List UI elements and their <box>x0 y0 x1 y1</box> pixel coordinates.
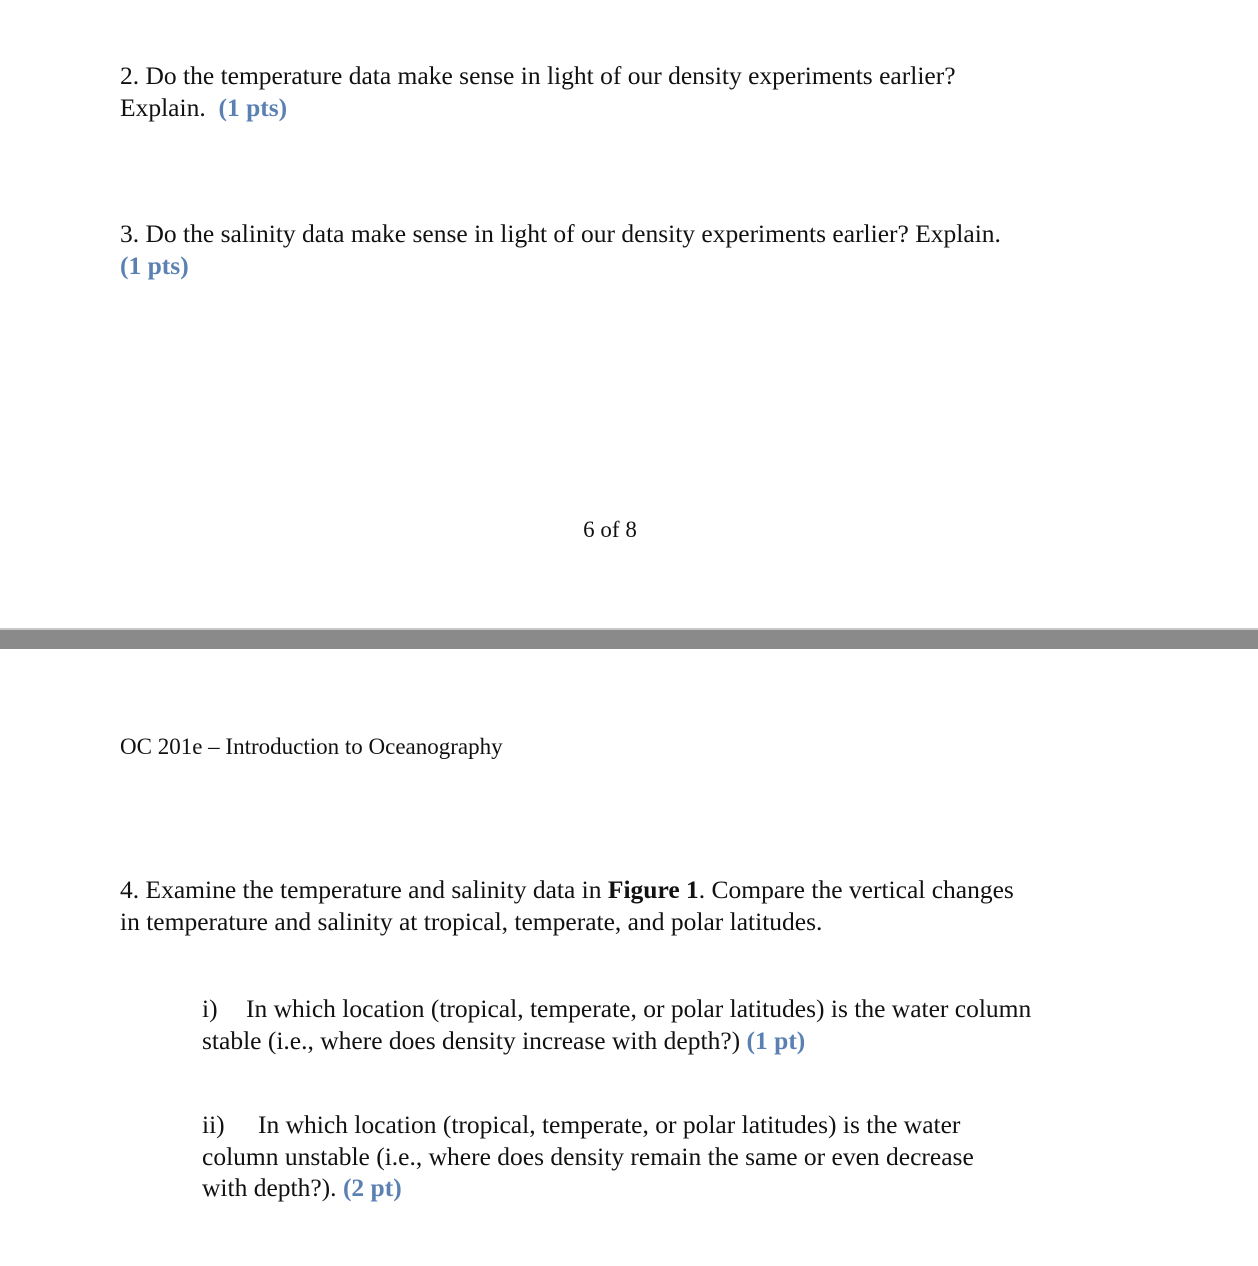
question-3 <box>120 218 1001 281</box>
sub-question-i-text-1: In which location (tropical, temperate, or polar latitudes) is the water column <box>246 994 1032 1023</box>
sub-question-i-points: (1 pt) <box>746 1025 806 1055</box>
course-header: OC 201e – Introduction to Oceanography <box>120 734 503 759</box>
sub-question-ii-line-1 <box>202 1109 974 1141</box>
sub-question-i-label: i) <box>202 994 218 1023</box>
question-2-explain: Explain. <box>120 92 206 122</box>
question-2-points: (1 pts) <box>218 92 288 122</box>
question-3-line-1: 3. Do the salinity data make sense in light of our density experiments earlier? Explain. <box>120 219 1001 248</box>
sub-question-ii-points: (2 pt) <box>342 1173 402 1202</box>
question-3-points: (1 pts) <box>120 250 189 280</box>
figure-reference: Figure 1 <box>607 875 699 904</box>
question-2-line-1: 2. Do the temperature data make sense in light of our density experiments earlier? <box>120 61 956 90</box>
document-page-6 <box>0 0 1258 628</box>
question-4-line-1-pre: 4. Examine the temperature and salinity data in <box>120 875 608 904</box>
sub-question-ii <box>202 1109 974 1204</box>
question-4 <box>120 874 1014 937</box>
sub-question-i-text-2: stable (i.e., where does density increase with depth?) <box>202 1025 741 1055</box>
question-2-line-2 <box>120 92 956 124</box>
question-2 <box>120 60 956 123</box>
question-4-line-2: in temperature and salinity at tropical, temperate, and polar latitudes. <box>120 906 823 936</box>
sub-question-ii-line-2: column unstable (i.e., where does density remain the same or even decrease <box>202 1141 974 1171</box>
sub-question-ii-text-1: In which location (tropical, temperate, or polar latitudes) is the water <box>258 1110 961 1139</box>
sub-question-i-line-2 <box>202 1025 1031 1057</box>
sub-question-ii-text-3: with depth?). <box>202 1173 337 1202</box>
question-4-line-1-post: . Compare the vertical changes <box>698 875 1014 904</box>
page-separator <box>0 628 1258 649</box>
sub-question-ii-line-3 <box>202 1172 974 1204</box>
question-4-line-1 <box>120 874 1014 906</box>
sub-question-i-line-1 <box>202 993 1031 1025</box>
page-number: 6 of 8 <box>583 517 637 542</box>
sub-question-i <box>202 993 1031 1056</box>
sub-question-ii-label: ii) <box>202 1110 225 1139</box>
